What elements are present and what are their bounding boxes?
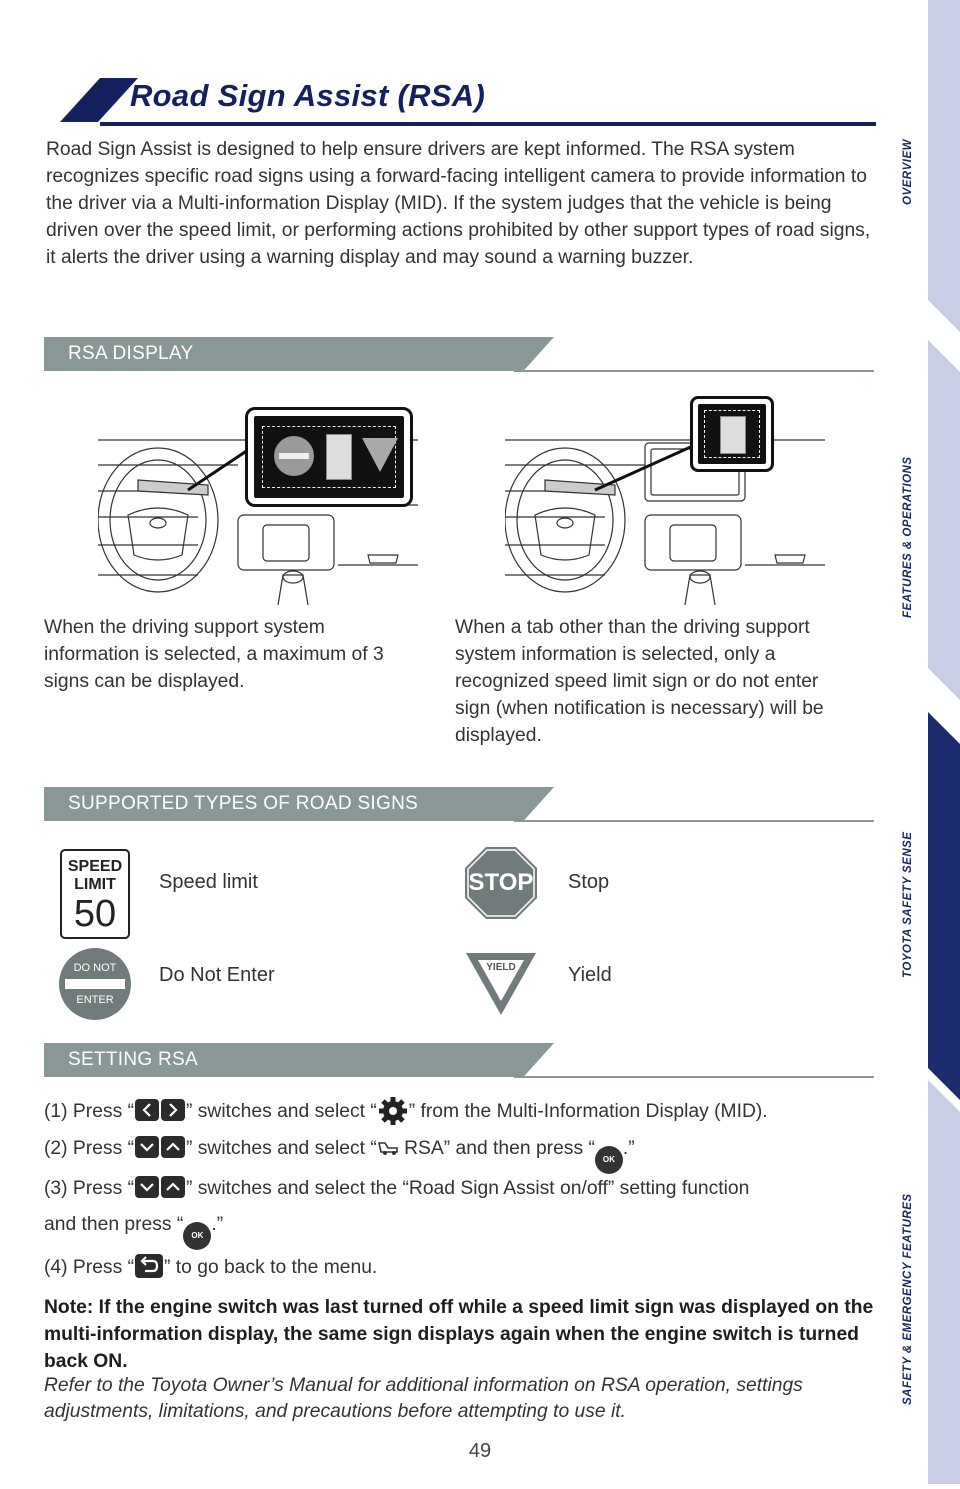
ok-button-icon: OK	[183, 1222, 211, 1250]
do-not-enter-sign-icon	[59, 948, 131, 1020]
note: Note: If the engine switch was last turned off while a speed limit sign was displayed on the multi-information display, the same sign displays again when the engine switch is turned back ON.	[44, 1297, 874, 1372]
ok-button-icon: OK	[595, 1146, 623, 1174]
yield-icon	[362, 438, 398, 472]
dne-sign-text: ENTER	[76, 994, 114, 1006]
side-nav-tabs-graphic	[928, 0, 960, 1484]
step-text: ” from the Multi-Information Display (MID).	[408, 1101, 768, 1122]
step-text: .”	[622, 1138, 635, 1159]
down-arrow-switch-icon	[135, 1136, 159, 1158]
step-2	[44, 1136, 635, 1174]
up-arrow-switch-icon	[161, 1176, 185, 1198]
setting-steps	[44, 1096, 884, 1286]
speed-limit-icon	[326, 434, 352, 480]
page-number: 49	[468, 1440, 492, 1462]
sign-label-yield: Yield	[568, 964, 612, 986]
step-text: ” switches and select “	[186, 1138, 377, 1159]
step-4	[44, 1254, 377, 1279]
right-arrow-switch-icon	[161, 1099, 185, 1121]
section-rule	[514, 370, 874, 372]
step-text: (1) Press “	[44, 1101, 134, 1122]
step-3-continued	[44, 1214, 223, 1250]
section-header-setting-rsa	[44, 1043, 874, 1077]
section-title: RSA DISPLAY	[68, 343, 194, 364]
step-text: (4) Press “	[44, 1257, 134, 1278]
speed-sign-text: LIMIT	[74, 876, 116, 893]
gear-icon	[378, 1096, 408, 1126]
section-rule	[514, 820, 874, 822]
dashboard-illustration-right	[505, 405, 825, 605]
sign-label-do-not-enter: Do Not Enter	[159, 964, 275, 986]
speed-sign-number: 50	[73, 893, 117, 935]
side-tab-label: TOYOTA SAFETY SENSE	[902, 831, 914, 978]
mid-display-right	[690, 396, 774, 472]
step-text: and then press “	[44, 1214, 184, 1235]
sign-label-stop: Stop	[568, 871, 610, 893]
yield-sign-text: YIELD	[486, 962, 516, 973]
yield-sign-icon	[464, 951, 538, 1017]
side-tab-label: OVERVIEW	[902, 139, 914, 205]
caption-right: When a tab other than the driving support system information is selected, only a recognized speed limit sign or do not enter sign (when notification is necessary) will be displayed.	[455, 617, 824, 746]
step-text: .”	[211, 1214, 224, 1235]
intro-paragraph: Road Sign Assist is designed to help ensure drivers are kept informed. The RSA system recognizes specific road signs using a forward-facing intelligent camera to provide information to the driver via a Multi-information Display (MID). If the system judges that the vehicle is being driven over the speed limit, or performing actions prohibited by other support types of road signs, it alerts the driver using a warning display and may sound a warning buzzer.	[46, 139, 871, 268]
speed-sign-text: SPEED	[67, 858, 123, 875]
side-tab-label: FEATURES & OPERATIONS	[902, 456, 914, 618]
step-text: RSA” and then press “	[398, 1138, 595, 1159]
step-text: (2) Press “	[44, 1138, 134, 1159]
down-arrow-switch-icon	[135, 1176, 159, 1198]
step-1	[44, 1096, 768, 1126]
mid-display-left	[245, 407, 413, 507]
section-header-supported-types	[44, 787, 874, 821]
dne-sign-text: DO NOT	[73, 962, 117, 974]
stop-sign-text: STOP	[468, 869, 534, 896]
speed-limit-sign-icon	[60, 849, 130, 939]
left-arrow-switch-icon	[135, 1099, 159, 1121]
section-title: SETTING RSA	[68, 1049, 198, 1070]
speed-limit-icon	[720, 416, 746, 454]
section-title: SUPPORTED TYPES OF ROAD SIGNS	[68, 793, 419, 814]
page-title: Road Sign Assist (RSA)	[130, 78, 486, 113]
section-header-rsa-display	[44, 337, 874, 371]
step-text: ” switches and select the “Road Sign Assist on/off” setting function	[186, 1178, 750, 1199]
step-3	[44, 1176, 749, 1200]
step-text: (3) Press “	[44, 1178, 134, 1199]
sign-label-speed-limit: Speed limit	[159, 871, 258, 893]
driving-assist-icon	[377, 1139, 399, 1155]
up-arrow-switch-icon	[161, 1136, 185, 1158]
reference-note: Refer to the Toyota Owner’s Manual for additional information on RSA operation, settings adjustments, limitations, and precautions before attempting to use it.	[44, 1375, 803, 1422]
stop-sign-icon	[464, 846, 538, 920]
section-rule	[514, 1076, 874, 1078]
side-tab-label: SAFETY & EMERGENCY FEATURES	[902, 1193, 914, 1405]
caption-left: When the driving support system information is selected, a maximum of 3 signs can be displayed.	[44, 617, 384, 692]
step-text: ” switches and select “	[186, 1101, 377, 1122]
do-not-enter-icon	[274, 436, 314, 476]
step-text: ” to go back to the menu.	[164, 1257, 378, 1278]
side-nav	[928, 0, 960, 1484]
back-button-icon	[135, 1254, 163, 1278]
